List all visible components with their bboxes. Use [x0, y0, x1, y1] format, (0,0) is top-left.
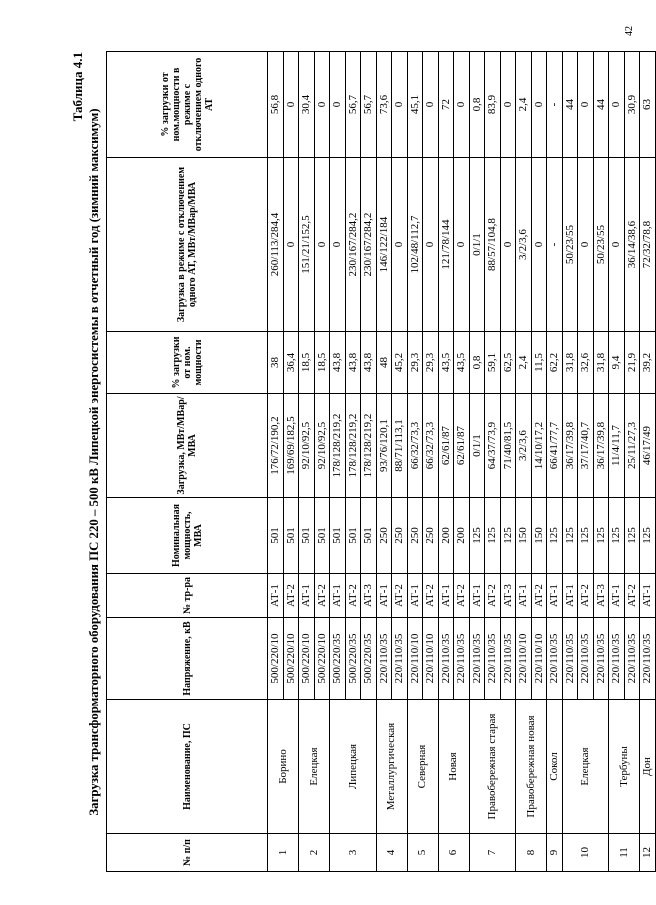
cell-rated-power: 250	[376, 498, 392, 574]
table-row	[469, 52, 485, 872]
cell-load-percent: 18,5	[314, 332, 330, 394]
cell-rated-power: 250	[407, 498, 423, 574]
cell-no: 5	[407, 834, 438, 872]
cell-transformer: АТ-2	[392, 574, 408, 618]
cell-load-percent: 43,8	[330, 332, 346, 394]
cell-percent-one-off: 0	[423, 52, 439, 158]
cell-percent-one-off: 30,9	[624, 52, 640, 158]
cell-load: 36/17/39,8	[593, 394, 609, 498]
col-header-voltage: Напряжение, кВ	[107, 618, 268, 700]
cell-rated-power: 125	[500, 498, 516, 574]
cell-load-one-off: 0	[578, 158, 594, 332]
cell-load-percent: 59,1	[485, 332, 501, 394]
cell-percent-one-off: 44	[562, 52, 578, 158]
cell-transformer: АТ-3	[500, 574, 516, 618]
table-row	[640, 52, 656, 872]
cell-load-one-off: 0	[609, 158, 625, 332]
cell-no: 6	[438, 834, 469, 872]
cell-load: 178/128/219,2	[361, 394, 377, 498]
cell-voltage: 500/220/35	[330, 618, 346, 700]
col-header-no: № п/п	[107, 834, 268, 872]
cell-load-percent: 36,4	[283, 332, 299, 394]
cell-voltage: 500/220/10	[314, 618, 330, 700]
cell-load-percent: 32,6	[578, 332, 594, 394]
table-row	[407, 52, 423, 872]
cell-transformer: АТ-1	[640, 574, 656, 618]
cell-rated-power: 125	[640, 498, 656, 574]
cell-load-one-off: 0/1/1	[469, 158, 485, 332]
cell-transformer: АТ-1	[268, 574, 284, 618]
cell-transformer: АТ-2	[283, 574, 299, 618]
col-header-load-one-off: Загрузка в режиме с отключением одного АТ, МВт/МВар/МВА	[107, 158, 268, 332]
cell-rated-power: 150	[516, 498, 532, 574]
cell-load-percent: 43,8	[345, 332, 361, 394]
cell-percent-one-off: 0	[454, 52, 470, 158]
table-row	[376, 52, 392, 872]
cell-substation-name: Дон	[640, 700, 656, 834]
cell-percent-one-off: 56,8	[268, 52, 284, 158]
cell-percent-one-off: 73,6	[376, 52, 392, 158]
cell-load: 3/2/3,6	[516, 394, 532, 498]
cell-voltage: 220/110/35	[547, 618, 563, 700]
cell-rated-power: 501	[268, 498, 284, 574]
table-row	[562, 52, 578, 872]
cell-voltage: 220/110/35	[562, 618, 578, 700]
col-header-transformer: № тр-ра	[107, 574, 268, 618]
cell-percent-one-off: 56,7	[345, 52, 361, 158]
cell-no: 9	[547, 834, 563, 872]
cell-load-percent: 11,5	[531, 332, 547, 394]
cell-substation-name: Липецкая	[330, 700, 377, 834]
cell-load-one-off: 0	[330, 158, 346, 332]
cell-load-percent: 45,2	[392, 332, 408, 394]
col-header-name: Наименование, ПС	[107, 700, 268, 834]
header-row	[107, 52, 268, 872]
cell-load-percent: 43,8	[361, 332, 377, 394]
cell-rated-power: 125	[593, 498, 609, 574]
cell-transformer: АТ-1	[299, 574, 315, 618]
cell-voltage: 220/110/35	[593, 618, 609, 700]
cell-load-one-off: 72/32/78,8	[640, 158, 656, 332]
cell-percent-one-off: 72	[438, 52, 454, 158]
cell-voltage: 220/110/35	[376, 618, 392, 700]
cell-transformer: АТ-2	[531, 574, 547, 618]
cell-percent-one-off: 30,4	[299, 52, 315, 158]
cell-rated-power: 200	[438, 498, 454, 574]
cell-load-one-off: 151/21/152,5	[299, 158, 315, 332]
cell-load-one-off: 50/23/55	[562, 158, 578, 332]
cell-load-percent: 39,2	[640, 332, 656, 394]
cell-percent-one-off: 56,7	[361, 52, 377, 158]
cell-load: 92/10/92,5	[314, 394, 330, 498]
cell-transformer: АТ-1	[516, 574, 532, 618]
cell-transformer: АТ-2	[578, 574, 594, 618]
cell-percent-one-off: 0	[531, 52, 547, 158]
cell-load-one-off: 146/122/184	[376, 158, 392, 332]
cell-load-percent: 31,8	[562, 332, 578, 394]
cell-voltage: 220/110/35	[640, 618, 656, 700]
cell-transformer: АТ-2	[345, 574, 361, 618]
cell-load-one-off: 0	[454, 158, 470, 332]
cell-rated-power: 125	[485, 498, 501, 574]
cell-transformer: АТ-3	[361, 574, 377, 618]
cell-voltage: 220/110/35	[609, 618, 625, 700]
cell-percent-one-off: 0,8	[469, 52, 485, 158]
cell-voltage: 220/110/35	[392, 618, 408, 700]
col-header-load-percent: % загрузки от ном. мощности	[107, 332, 268, 394]
cell-load: 64/37/73,9	[485, 394, 501, 498]
cell-rated-power: 501	[345, 498, 361, 574]
cell-load-one-off: 121/78/144	[438, 158, 454, 332]
cell-percent-one-off: 0	[578, 52, 594, 158]
cell-load: 176/72/190,2	[268, 394, 284, 498]
cell-rated-power: 125	[547, 498, 563, 574]
cell-load: 178/128/219,2	[330, 394, 346, 498]
cell-substation-name: Правобережная старая	[469, 700, 516, 834]
cell-voltage: 220/110/10	[531, 618, 547, 700]
cell-load-one-off: 0	[392, 158, 408, 332]
table-row	[516, 52, 532, 872]
table-row	[547, 52, 563, 872]
cell-load-percent: 43,5	[438, 332, 454, 394]
cell-load: 88/71/113,1	[392, 394, 408, 498]
table-row	[268, 52, 284, 872]
cell-load: 0/1/1	[469, 394, 485, 498]
cell-load: 178/128/219,2	[345, 394, 361, 498]
cell-load-one-off: 102/48/112,7	[407, 158, 423, 332]
cell-percent-one-off: 0	[283, 52, 299, 158]
rotated-table-page	[70, 52, 653, 872]
cell-transformer: АТ-1	[438, 574, 454, 618]
cell-load: 66/32/73,3	[407, 394, 423, 498]
cell-load-percent: 2,4	[516, 332, 532, 394]
cell-substation-name: Новая	[438, 700, 469, 834]
cell-transformer: АТ-1	[376, 574, 392, 618]
cell-load: 62/61/87	[438, 394, 454, 498]
cell-substation-name: Елецкая	[299, 700, 330, 834]
table-row	[299, 52, 315, 872]
cell-load-percent: 43,5	[454, 332, 470, 394]
cell-load-percent: 9,4	[609, 332, 625, 394]
cell-load-one-off: 0	[531, 158, 547, 332]
table-row	[438, 52, 454, 872]
cell-voltage: 220/110/35	[485, 618, 501, 700]
table-label: Таблица 4.1	[70, 52, 85, 122]
cell-voltage: 220/110/35	[578, 618, 594, 700]
transformer-load-table	[106, 51, 656, 872]
cell-load-percent: 18,5	[299, 332, 315, 394]
cell-voltage: 220/110/35	[500, 618, 516, 700]
cell-load-percent: 29,3	[423, 332, 439, 394]
cell-substation-name: Металлургическая	[376, 700, 407, 834]
cell-voltage: 500/220/10	[299, 618, 315, 700]
cell-no: 12	[640, 834, 656, 872]
cell-load-one-off: 260/113/284,4	[268, 158, 284, 332]
cell-load: 93/76/120,1	[376, 394, 392, 498]
cell-rated-power: 501	[314, 498, 330, 574]
cell-substation-name: Правобережная новая	[516, 700, 547, 834]
cell-percent-one-off: 2,4	[516, 52, 532, 158]
cell-load-one-off: 36/14/38,6	[624, 158, 640, 332]
cell-transformer: АТ-1	[609, 574, 625, 618]
cell-no: 1	[268, 834, 299, 872]
cell-no: 8	[516, 834, 547, 872]
cell-transformer: АТ-2	[624, 574, 640, 618]
cell-transformer: АТ-1	[330, 574, 346, 618]
cell-load-one-off: 0	[423, 158, 439, 332]
cell-transformer: АТ-1	[407, 574, 423, 618]
cell-voltage: 220/110/35	[454, 618, 470, 700]
cell-voltage: 500/220/10	[268, 618, 284, 700]
cell-rated-power: 125	[609, 498, 625, 574]
cell-load-percent: 0,8	[469, 332, 485, 394]
cell-load-one-off: 230/167/284,2	[345, 158, 361, 332]
cell-load-one-off: 50/23/55	[593, 158, 609, 332]
cell-substation-name: Тербуны	[609, 700, 640, 834]
cell-load: 46/17/49	[640, 394, 656, 498]
cell-voltage: 220/110/10	[516, 618, 532, 700]
cell-rated-power: 501	[361, 498, 377, 574]
cell-voltage: 220/110/35	[438, 618, 454, 700]
cell-load: 14/10/17,2	[531, 394, 547, 498]
cell-load-one-off: 0	[500, 158, 516, 332]
cell-load-one-off: 0	[283, 158, 299, 332]
cell-load-percent: 21,9	[624, 332, 640, 394]
cell-rated-power: 125	[578, 498, 594, 574]
cell-voltage: 220/110/35	[624, 618, 640, 700]
cell-load-one-off: -	[547, 158, 563, 332]
col-header-percent-one-off: % загрузки от ном.мощности в режиме с отключением одного АТ	[107, 52, 268, 158]
cell-load-percent: 29,3	[407, 332, 423, 394]
cell-load-percent: 62,2	[547, 332, 563, 394]
cell-load: 36/17/39,8	[562, 394, 578, 498]
cell-substation-name: Северная	[407, 700, 438, 834]
cell-load-percent: 48	[376, 332, 392, 394]
cell-load-percent: 31,8	[593, 332, 609, 394]
cell-load: 62/61/87	[454, 394, 470, 498]
cell-percent-one-off: 0	[330, 52, 346, 158]
cell-rated-power: 150	[531, 498, 547, 574]
cell-no: 10	[562, 834, 609, 872]
cell-no: 4	[376, 834, 407, 872]
cell-load-one-off: 230/167/284,2	[361, 158, 377, 332]
cell-transformer: АТ-2	[423, 574, 439, 618]
page-number: 42	[624, 26, 635, 36]
cell-load-percent: 62,5	[500, 332, 516, 394]
cell-substation-name: Борино	[268, 700, 299, 834]
cell-substation-name: Елецкая	[562, 700, 609, 834]
cell-rated-power: 200	[454, 498, 470, 574]
cell-no: 7	[469, 834, 516, 872]
cell-voltage: 500/220/10	[283, 618, 299, 700]
cell-transformer: АТ-1	[469, 574, 485, 618]
cell-percent-one-off: 0	[392, 52, 408, 158]
cell-load: 92/10/92,5	[299, 394, 315, 498]
cell-voltage: 220/110/10	[423, 618, 439, 700]
cell-load-one-off: 88/57/104,8	[485, 158, 501, 332]
cell-load-one-off: 3/2/3,6	[516, 158, 532, 332]
table-row	[330, 52, 346, 872]
cell-rated-power: 125	[624, 498, 640, 574]
cell-percent-one-off: 0	[609, 52, 625, 158]
cell-percent-one-off: 0	[314, 52, 330, 158]
cell-percent-one-off: -	[547, 52, 563, 158]
cell-load: 169/69/182,5	[283, 394, 299, 498]
cell-transformer: АТ-2	[485, 574, 501, 618]
cell-rated-power: 250	[392, 498, 408, 574]
cell-voltage: 500/220/35	[361, 618, 377, 700]
cell-percent-one-off: 0	[500, 52, 516, 158]
cell-transformer: АТ-2	[454, 574, 470, 618]
cell-load-one-off: 0	[314, 158, 330, 332]
table-row	[609, 52, 625, 872]
cell-voltage: 500/220/35	[345, 618, 361, 700]
cell-transformer: АТ-1	[547, 574, 563, 618]
cell-rated-power: 501	[299, 498, 315, 574]
cell-transformer: АТ-1	[562, 574, 578, 618]
cell-load-percent: 38	[268, 332, 284, 394]
cell-load: 25/11/27,3	[624, 394, 640, 498]
cell-substation-name: Сокол	[547, 700, 563, 834]
col-header-rated-power: Номинальная мощность, МВА	[107, 498, 268, 574]
cell-percent-one-off: 83,9	[485, 52, 501, 158]
cell-rated-power: 125	[562, 498, 578, 574]
cell-load: 66/41/77,7	[547, 394, 563, 498]
cell-no: 11	[609, 834, 640, 872]
cell-no: 2	[299, 834, 330, 872]
cell-voltage: 220/110/10	[407, 618, 423, 700]
cell-no: 3	[330, 834, 377, 872]
cell-load: 11/4/11,7	[609, 394, 625, 498]
cell-voltage: 220/110/35	[469, 618, 485, 700]
cell-percent-one-off: 44	[593, 52, 609, 158]
cell-load: 66/32/73,3	[423, 394, 439, 498]
cell-percent-one-off: 63	[640, 52, 656, 158]
cell-rated-power: 501	[330, 498, 346, 574]
cell-load: 37/17/40,7	[578, 394, 594, 498]
cell-rated-power: 501	[283, 498, 299, 574]
cell-rated-power: 125	[469, 498, 485, 574]
table-body	[268, 52, 656, 872]
cell-transformer: АТ-3	[593, 574, 609, 618]
col-header-load: Загрузка, МВт/МВар/МВА	[107, 394, 268, 498]
cell-rated-power: 250	[423, 498, 439, 574]
table-title: Загрузка трансформаторного оборудования ПС 220 – 500 кВ Липецкой энергосистемы в отчетный год (зимний максимум)	[87, 108, 101, 816]
cell-load: 71/40/81,5	[500, 394, 516, 498]
cell-transformer: АТ-2	[314, 574, 330, 618]
cell-percent-one-off: 45,1	[407, 52, 423, 158]
